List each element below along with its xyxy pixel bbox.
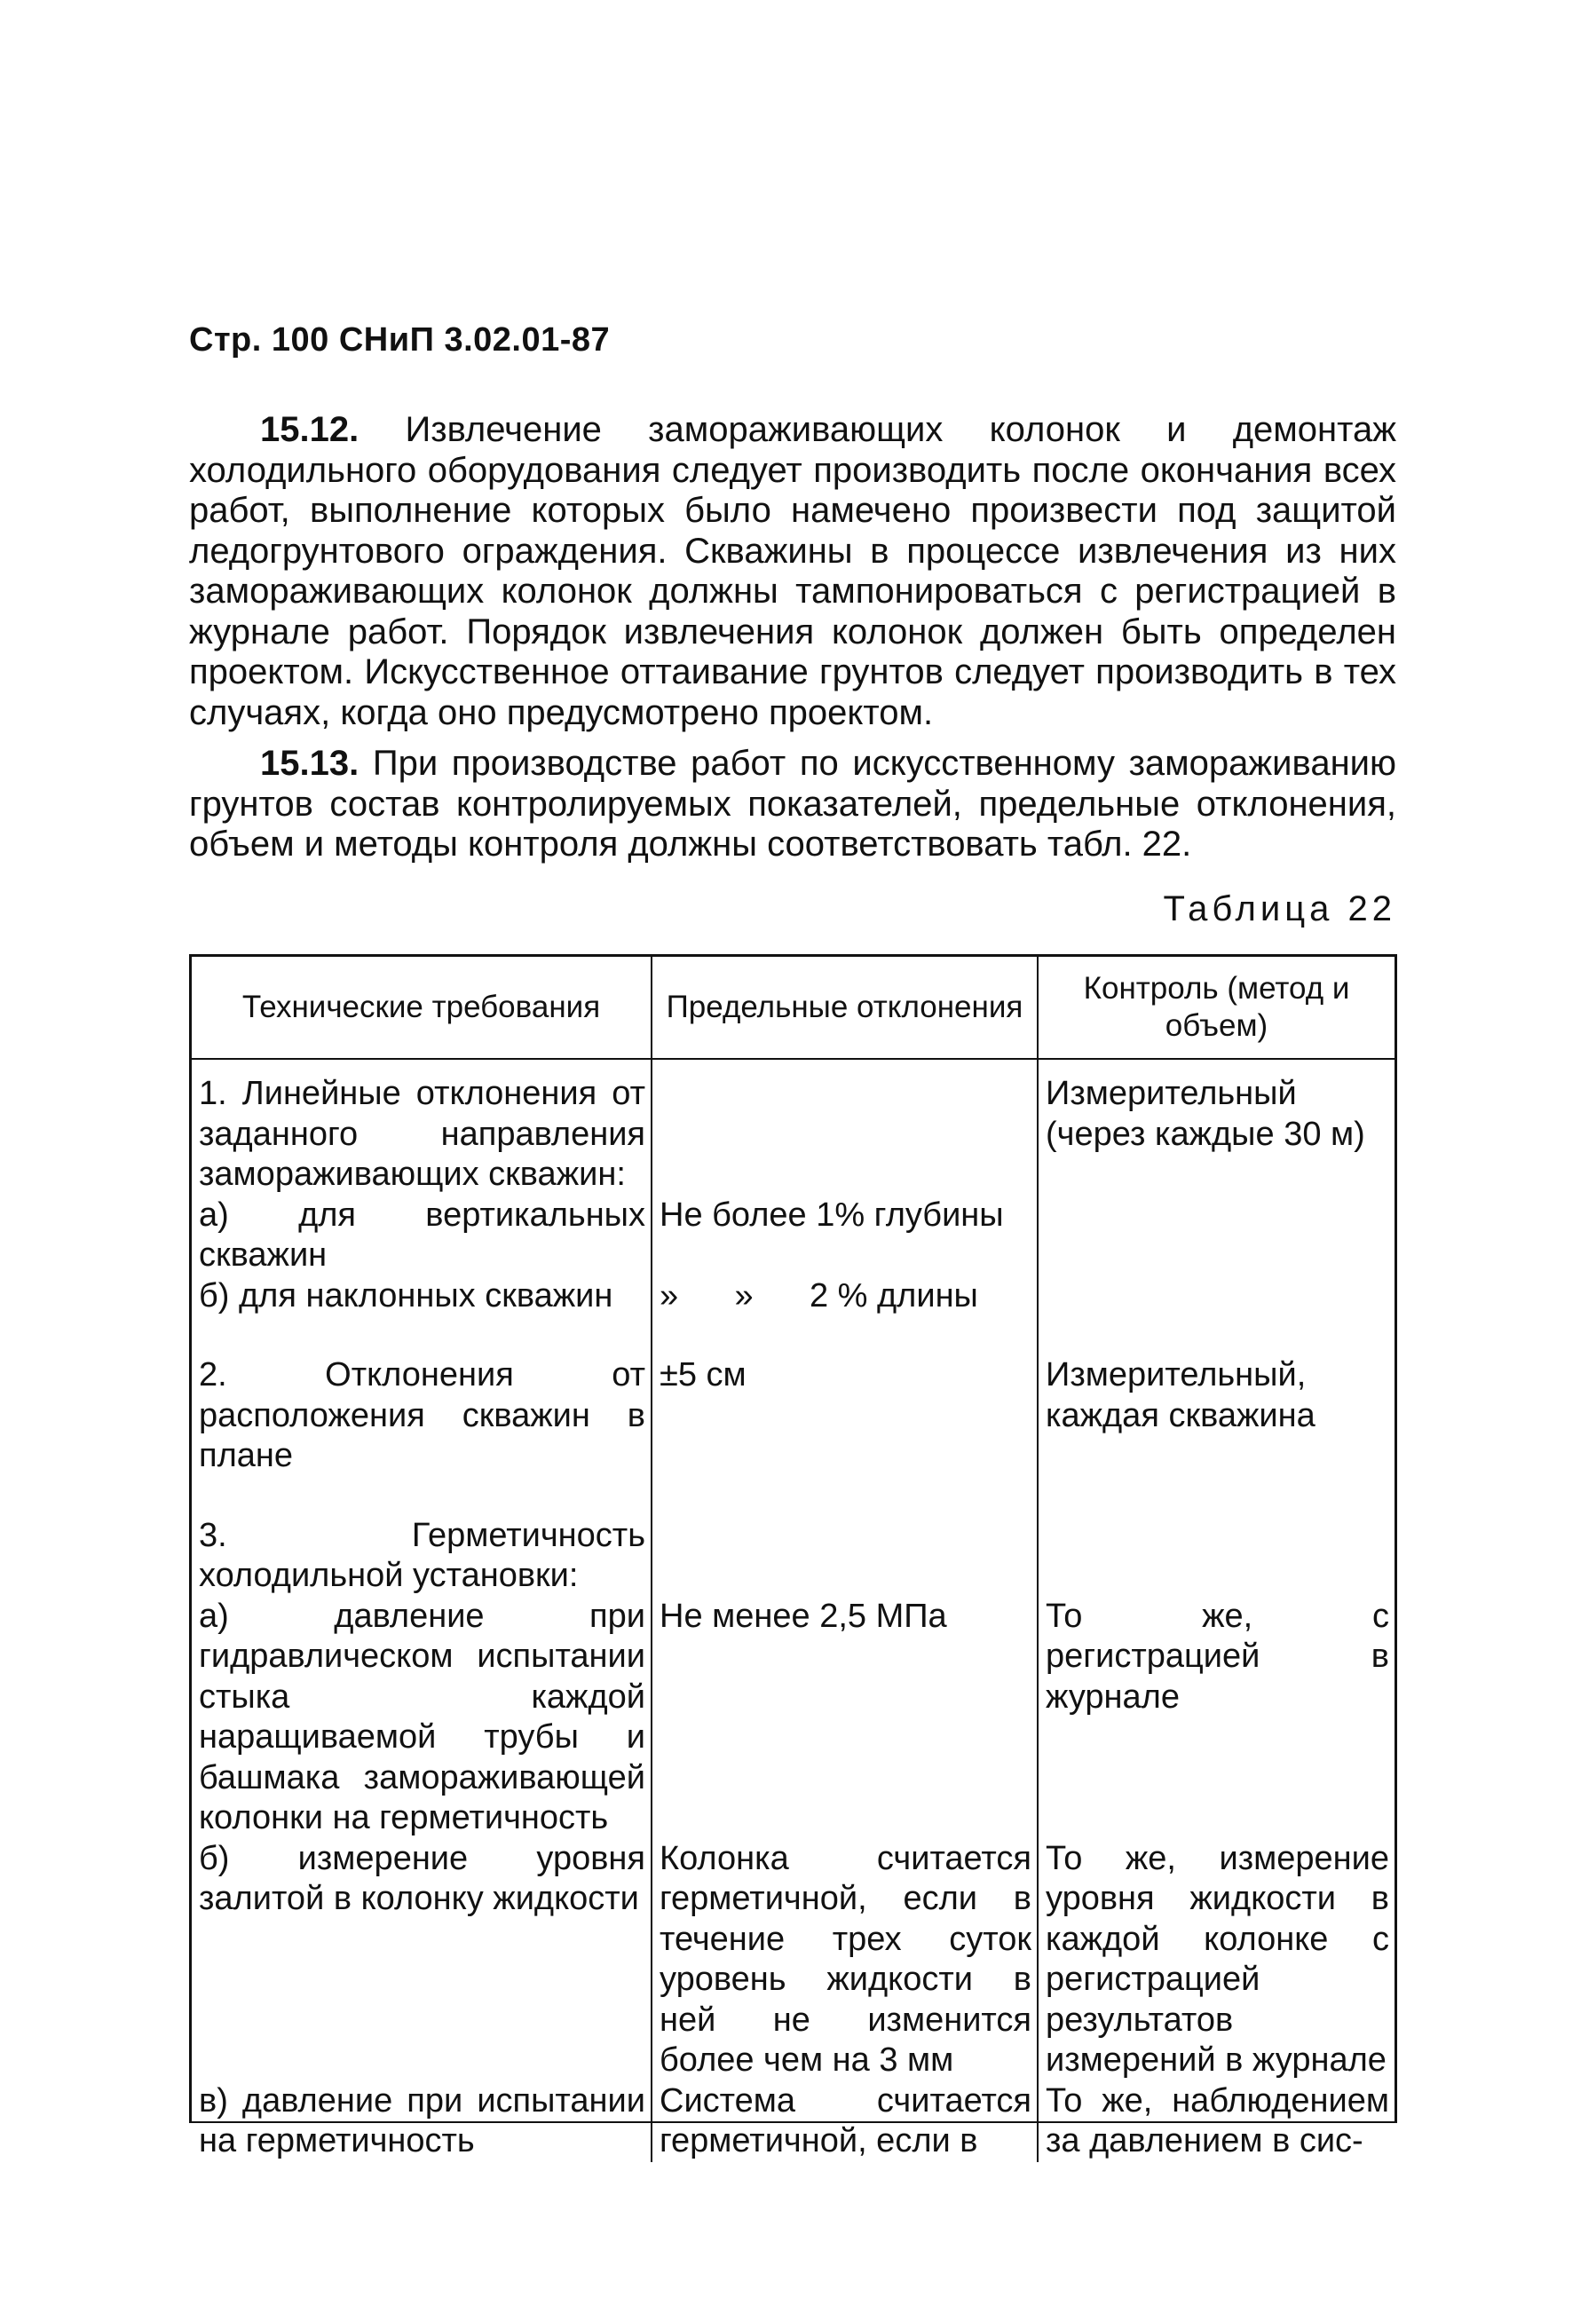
cell-control: То же, измерение уровня жидкости в каждой колонке с регистрацией результатов измерений в журнале [1046, 1839, 1389, 2079]
table-row [192, 1839, 1395, 2081]
table-22 [189, 954, 1397, 2159]
table-row [192, 1316, 1395, 1477]
table-row [192, 1059, 1395, 1196]
header-control: Контроль (метод и объем) [1038, 957, 1395, 1059]
header-deviations: Предельные отклонения [652, 957, 1038, 1059]
cell-requirement: в) давление при испытании на герметичность [192, 2081, 652, 2162]
paragraph-number: 15.13. [260, 744, 359, 783]
cell-deviation: Колонка считается герметичной, если в течение трех суток уровень жидкости в ней не изменится более чем на 3 мм [652, 1839, 1038, 2081]
requirements-table [192, 957, 1395, 2162]
paragraph-15-13 [189, 744, 1396, 865]
cell-deviation [652, 1477, 1038, 1597]
cell-requirement: а) давление при гидравлическом испытании стыка каждой наращиваемой трубы и башмака замораживающей колонки на герметичность [192, 1597, 652, 1839]
table-row [192, 1477, 1395, 1597]
table-row [192, 1276, 1395, 1317]
cell-deviation: Не более 1% глубины [652, 1196, 1038, 1276]
cell-deviation: ±5 см [652, 1316, 1038, 1477]
cell-requirement: б) измерение уровня залитой в колонку жидкости [192, 1839, 652, 2081]
cell-requirement: 1. Линейные отклонения от заданного направления замораживающих скважин: [192, 1059, 652, 1196]
cell-control: То же, с регистрацией в журнале [1046, 1597, 1389, 1716]
cell-control [1038, 1276, 1395, 1317]
table-row [192, 2081, 1395, 2162]
paragraph-15-12 [189, 410, 1396, 733]
cell-requirement: 2. Отклонения от расположения скважин в плане [192, 1316, 652, 1477]
table-row [192, 1597, 1395, 1839]
cell-requirement: а) для вертикальных скважин [192, 1196, 652, 1276]
table-row [192, 1196, 1395, 1276]
table-header-row [192, 957, 1395, 1059]
paragraph-number: 15.12. [260, 410, 359, 449]
cell-control: Измерительный (через каждые 30 м) [1046, 1075, 1365, 1153]
cell-control: То же, наблюдением за давлением в сис- [1046, 2081, 1389, 2159]
paragraph-text: При производстве работ по искусственному замораживанию грунтов состав контролируемых показателей, предельные отклонения, объем и методы контроля должны соответствовать табл. 22. [189, 744, 1396, 864]
cell-deviation: Не менее 2,5 МПа [652, 1597, 1038, 1839]
cell-control: Измерительный, каждая скважина [1046, 1356, 1316, 1434]
table-caption: Таблица 22 [1163, 889, 1396, 928]
cell-control [1038, 1477, 1395, 1597]
cell-deviation [652, 1059, 1038, 1196]
cell-deviation: Система считается герметичной, если в [652, 2081, 1038, 2162]
cell-control [1038, 1196, 1395, 1276]
header-requirements: Технические требования [192, 957, 652, 1059]
cell-requirement: 3. Герметичность холодильной установки: [192, 1477, 652, 1597]
cell-requirement: б) для наклонных скважин [192, 1276, 652, 1317]
paragraph-text: Извлечение замораживающих колонок и демонтаж холодильного оборудования следует производить после окончания всех работ, выполнение которых было намечено произвести под защитой ледогрунтового ограждения. Скважины в процессе извлечения из них замораживающих колонок должны тампонироваться с регистрацией в журнале работ. Порядок извлечения колонок должен быть определен проектом. Искусственное оттаивание грунтов следует производить в тех случаях, когда оно предусмотрено проектом. [189, 410, 1396, 732]
cell-deviation: » » 2 % длины [652, 1276, 1038, 1317]
page-header: Стр. 100 СНиП 3.02.01-87 [189, 321, 611, 359]
